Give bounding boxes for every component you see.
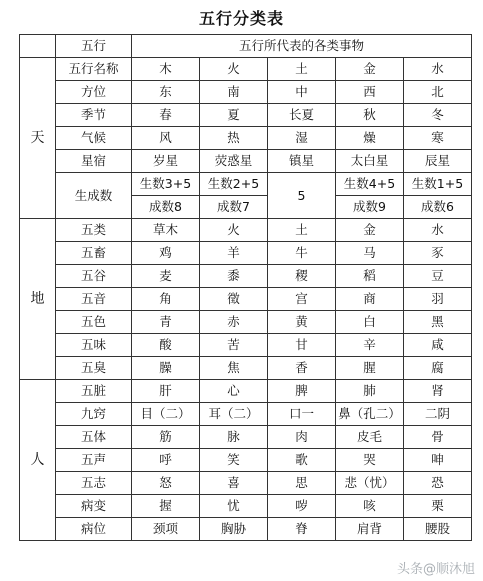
cell: 忧 xyxy=(200,495,268,518)
cell: 笑 xyxy=(200,449,268,472)
cell: 筋 xyxy=(132,426,200,449)
cell: 北 xyxy=(404,81,472,104)
cell: 呻 xyxy=(404,449,472,472)
row-label: 星宿 xyxy=(56,150,132,173)
cell: 呼 xyxy=(132,449,200,472)
cell: 握 xyxy=(132,495,200,518)
header-things: 五行所代表的各类事物 xyxy=(132,35,472,58)
row-label: 方位 xyxy=(56,81,132,104)
sheng-cell: 生数1+5 xyxy=(404,173,472,196)
cell: 鸡 xyxy=(132,242,200,265)
table-row xyxy=(20,58,472,81)
cell: 马 xyxy=(336,242,404,265)
cell: 怒 xyxy=(132,472,200,495)
section-tian: 天 xyxy=(20,58,56,219)
cell: 太白星 xyxy=(336,150,404,173)
cell: 冬 xyxy=(404,104,472,127)
cell: 胸胁 xyxy=(200,518,268,541)
cell: 思 xyxy=(268,472,336,495)
cell: 风 xyxy=(132,127,200,150)
cheng-cell: 成数9 xyxy=(336,196,404,219)
cell: 香 xyxy=(268,357,336,380)
cell: 宫 xyxy=(268,288,336,311)
cell: 金 xyxy=(336,58,404,81)
cell: 甘 xyxy=(268,334,336,357)
cell: 辰星 xyxy=(404,150,472,173)
cell: 青 xyxy=(132,311,200,334)
cell: 腥 xyxy=(336,357,404,380)
cell: 耳（二） xyxy=(200,403,268,426)
header-wuxing: 五行 xyxy=(56,35,132,58)
cell: 商 xyxy=(336,288,404,311)
header-row xyxy=(20,35,472,58)
row-label: 五类 xyxy=(56,219,132,242)
cell: 豕 xyxy=(404,242,472,265)
cell: 热 xyxy=(200,127,268,150)
row-label: 生成数 xyxy=(56,173,132,219)
table-row xyxy=(20,104,472,127)
cell: 脊 xyxy=(268,518,336,541)
cell: 栗 xyxy=(404,495,472,518)
cell: 皮毛 xyxy=(336,426,404,449)
cell: 角 xyxy=(132,288,200,311)
cheng-cell: 成数6 xyxy=(404,196,472,219)
table-row xyxy=(20,472,472,495)
cell: 肉 xyxy=(268,426,336,449)
cell: 草木 xyxy=(132,219,200,242)
cell: 稻 xyxy=(336,265,404,288)
cell: 心 xyxy=(200,380,268,403)
cell: 咳 xyxy=(336,495,404,518)
cell: 哕 xyxy=(268,495,336,518)
row-label: 病位 xyxy=(56,518,132,541)
cheng-cell: 成数8 xyxy=(132,196,200,219)
cell: 豆 xyxy=(404,265,472,288)
cell: 荧惑星 xyxy=(200,150,268,173)
cell: 焦 xyxy=(200,357,268,380)
cell: 春 xyxy=(132,104,200,127)
cell: 火 xyxy=(200,58,268,81)
cell: 歌 xyxy=(268,449,336,472)
watermark: 头条@顺沐旭 xyxy=(396,562,475,577)
cell: 金 xyxy=(336,219,404,242)
cell: 水 xyxy=(404,58,472,81)
row-label: 气候 xyxy=(56,127,132,150)
row-label: 五色 xyxy=(56,311,132,334)
cell: 东 xyxy=(132,81,200,104)
cheng-cell: 成数7 xyxy=(200,196,268,219)
cell: 二阴 xyxy=(404,403,472,426)
cell: 恐 xyxy=(404,472,472,495)
cell: 寒 xyxy=(404,127,472,150)
table-row xyxy=(20,173,472,196)
cheng-cell: 5 xyxy=(268,173,336,219)
table-title: 五行分类表 xyxy=(198,9,284,28)
cell: 岁星 xyxy=(132,150,200,173)
cell: 黄 xyxy=(268,311,336,334)
cell: 徵 xyxy=(200,288,268,311)
cell: 酸 xyxy=(132,334,200,357)
table-row xyxy=(20,288,472,311)
sheng-cell: 生数3+5 xyxy=(132,173,200,196)
cell: 腰股 xyxy=(404,518,472,541)
cell: 白 xyxy=(336,311,404,334)
table-row xyxy=(20,449,472,472)
table-row xyxy=(20,242,472,265)
sheng-cell: 生数2+5 xyxy=(200,173,268,196)
cell: 哭 xyxy=(336,449,404,472)
cell: 目（二） xyxy=(132,403,200,426)
row-label: 五味 xyxy=(56,334,132,357)
cell: 口一 xyxy=(268,403,336,426)
row-label: 季节 xyxy=(56,104,132,127)
cell: 悲（忧） xyxy=(336,472,404,495)
table-row xyxy=(20,81,472,104)
row-label: 五志 xyxy=(56,472,132,495)
cell: 肾 xyxy=(404,380,472,403)
cell: 脾 xyxy=(268,380,336,403)
table-row xyxy=(20,311,472,334)
cell: 辛 xyxy=(336,334,404,357)
wuxing-table xyxy=(19,34,472,541)
cell: 腐 xyxy=(404,357,472,380)
table-row xyxy=(20,127,472,150)
row-label: 五臭 xyxy=(56,357,132,380)
cell: 肩背 xyxy=(336,518,404,541)
table-row xyxy=(20,334,472,357)
cell: 羊 xyxy=(200,242,268,265)
cell: 骨 xyxy=(404,426,472,449)
cell: 木 xyxy=(132,58,200,81)
table-row xyxy=(20,357,472,380)
section-di: 地 xyxy=(20,219,56,380)
cell: 肺 xyxy=(336,380,404,403)
cell: 肝 xyxy=(132,380,200,403)
table-row xyxy=(20,403,472,426)
table-row xyxy=(20,518,472,541)
corner-cell xyxy=(20,35,56,58)
row-label: 五声 xyxy=(56,449,132,472)
cell: 臊 xyxy=(132,357,200,380)
cell: 麦 xyxy=(132,265,200,288)
cell: 颈项 xyxy=(132,518,200,541)
cell: 黍 xyxy=(200,265,268,288)
cell: 土 xyxy=(268,219,336,242)
cell: 苦 xyxy=(200,334,268,357)
cell: 鼻（孔二） xyxy=(336,403,404,426)
table-row xyxy=(20,219,472,242)
cell: 夏 xyxy=(200,104,268,127)
table-row xyxy=(20,495,472,518)
table-row xyxy=(20,380,472,403)
row-label: 五脏 xyxy=(56,380,132,403)
cell: 中 xyxy=(268,81,336,104)
cell: 南 xyxy=(200,81,268,104)
row-label: 五体 xyxy=(56,426,132,449)
cell: 牛 xyxy=(268,242,336,265)
sheng-cell: 生数4+5 xyxy=(336,173,404,196)
cell: 水 xyxy=(404,219,472,242)
cell: 燥 xyxy=(336,127,404,150)
cell: 西 xyxy=(336,81,404,104)
cell: 赤 xyxy=(200,311,268,334)
row-label: 五音 xyxy=(56,288,132,311)
cell: 火 xyxy=(200,219,268,242)
section-ren: 人 xyxy=(20,380,56,541)
row-label: 五行名称 xyxy=(56,58,132,81)
table-row xyxy=(20,150,472,173)
row-label: 五谷 xyxy=(56,265,132,288)
row-label: 病变 xyxy=(56,495,132,518)
cell: 黑 xyxy=(404,311,472,334)
cell: 湿 xyxy=(268,127,336,150)
cell: 咸 xyxy=(404,334,472,357)
cell: 长夏 xyxy=(268,104,336,127)
cell: 脉 xyxy=(200,426,268,449)
cell: 喜 xyxy=(200,472,268,495)
cell: 土 xyxy=(268,58,336,81)
cell: 稷 xyxy=(268,265,336,288)
row-label: 五畜 xyxy=(56,242,132,265)
table-row xyxy=(20,265,472,288)
table-row xyxy=(20,426,472,449)
row-label: 九窍 xyxy=(56,403,132,426)
cell: 羽 xyxy=(404,288,472,311)
cell: 秋 xyxy=(336,104,404,127)
cell: 镇星 xyxy=(268,150,336,173)
